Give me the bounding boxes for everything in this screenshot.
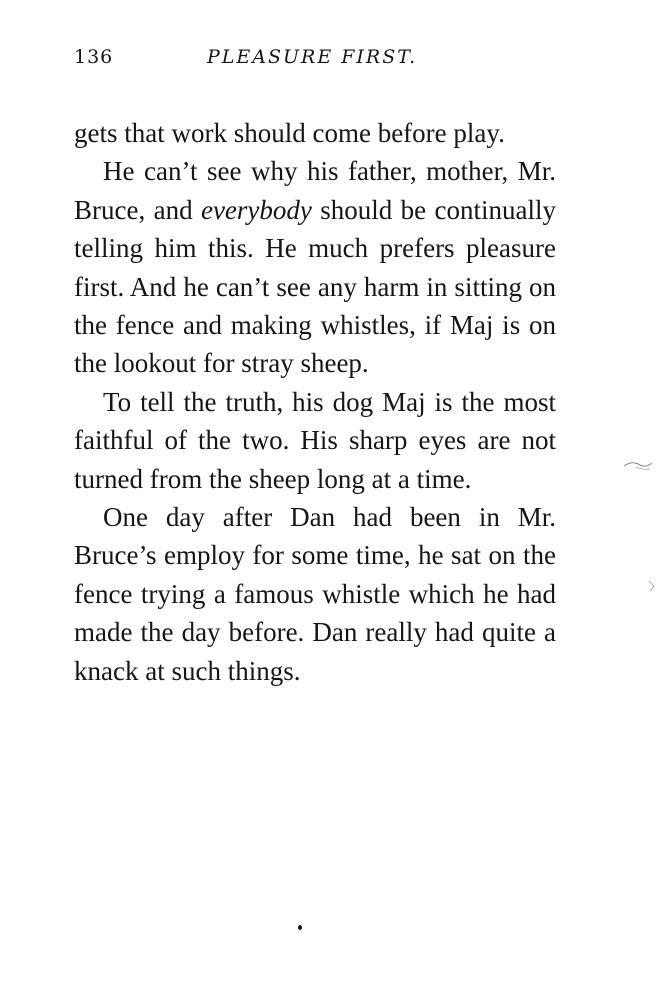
paragraph-4-text: One day after Dan had been in Mr. Bruce’s employ for some time, he sat on the fence trying a famous whistle which he had made the day before. Dan really had quite a knack at such things. [74, 502, 556, 686]
paragraph-2-text-a: He can’t see why his father, mother, Mr. Bruce, and [74, 156, 556, 225]
page-edge-mark [648, 580, 656, 592]
ornament-dot [298, 925, 302, 930]
paragraph-3 [74, 383, 556, 498]
paragraph-1-text: gets that work should come before play. [74, 118, 505, 148]
paragraph-3-text: To tell the truth, his dog Maj is the most faithful of the two. His sharp eyes are not turned from the sheep long at a time. [74, 386, 556, 494]
running-title: PLEASURE FIRST. [207, 46, 418, 68]
page-number: 136 [74, 46, 114, 68]
paragraph-1 [74, 114, 556, 152]
paragraph-2-text-b: should be continually telling him this. He much prefers pleasure first. And he can’t see any harm in sitting on the fence and making whistles, if Maj is on the lookout for stray sheep. [74, 194, 557, 379]
paragraph-4 [74, 498, 556, 690]
paragraph-2-emphasis: everybody [200, 194, 312, 225]
body-text [74, 114, 556, 690]
page-header [74, 46, 574, 72]
paragraph-2 [74, 152, 556, 382]
page-edge-mark [622, 458, 654, 472]
